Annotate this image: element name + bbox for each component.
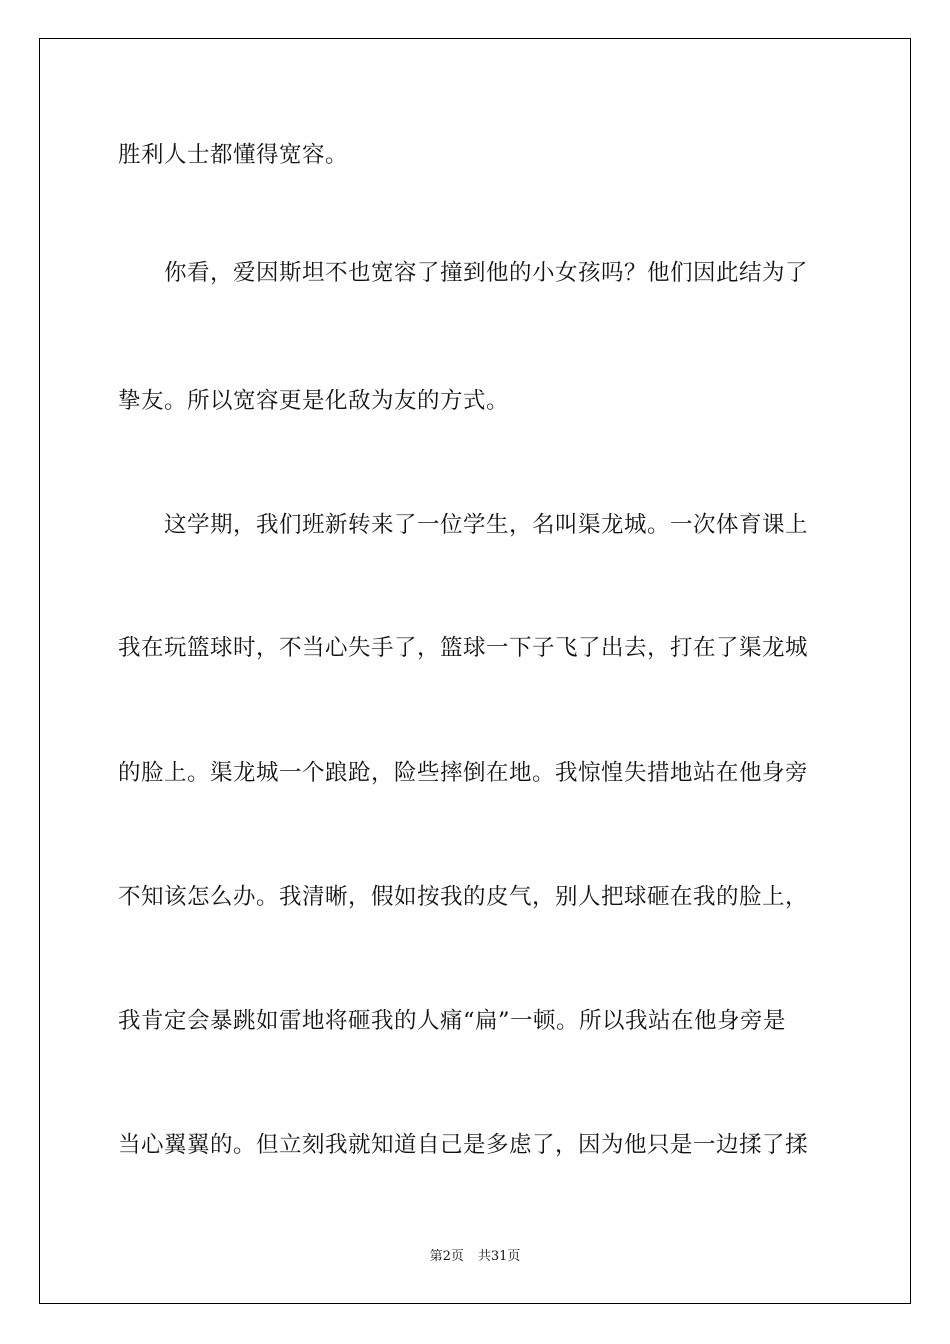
text-line-9: 当心翼翼的。但立刻我就知道自己是多虑了，因为他只是一边揉了揉 [118, 1132, 809, 1158]
page-footer [0, 1245, 950, 1264]
page-total: 共31页 [477, 1249, 521, 1264]
text-line-5: 我在玩篮球时，不当心失手了，篮球一下子飞了出去，打在了渠龙城 [118, 635, 809, 661]
text-line-7: 不知该怎么办。我清晰，假如按我的皮气，别人把球砸在我的脸上， [118, 884, 809, 910]
text-line-3: 挚友。所以宽容更是化敌为友的方式。 [118, 388, 510, 414]
text-line-1: 胜利人士都懂得宽容。 [118, 142, 349, 168]
text-line-8: 我肯定会暴跳如雷地将砸我的人痛“扁”一顿。所以我站在他身旁是 [118, 1008, 787, 1034]
page-number: 第2页 [429, 1249, 464, 1264]
text-line-6: 的脸上。渠龙城一个踉跄，险些摔倒在地。我惊惶失措地站在他身旁 [118, 760, 809, 786]
text-line-2: 你看，爱因斯坦不也宽容了撞到他的小女孩吗？他们因此结为了 [118, 260, 809, 286]
page-border [39, 38, 911, 1304]
text-line-4: 这学期，我们班新转来了一位学生，名叫渠龙城。一次体育课上 [118, 512, 809, 538]
